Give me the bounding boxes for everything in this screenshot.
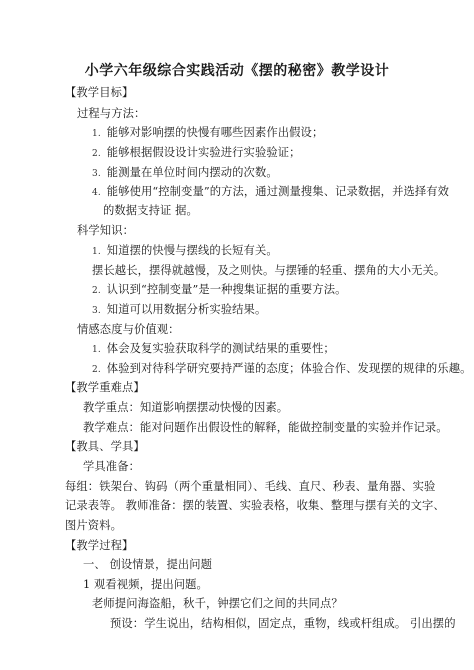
paragraph: 一、 创设情景，提出问题 [83, 558, 213, 571]
paragraph: 记录表等。 教师准备：摆的装置、实验表格，收集、整理与摆有关的文字、 [65, 499, 445, 512]
list-item: 3. 能测量在单位时间内摆动的次数。 [92, 166, 278, 179]
list-item: 2. 能够根据假设设计实验进行实验验证； [92, 146, 301, 159]
list-item: 1. 能够对影响摆的快慢有哪些因素作出假设； [92, 126, 324, 139]
paragraph: 预设：学生说出，结构相似，固定点，重物，线或杆组成。 引出摆的 [110, 617, 456, 630]
section-heading-key-points: 【教学重难点】 [65, 381, 145, 394]
list-item: 3. 知道可以用数据分析实验结果。 [92, 303, 267, 316]
section-heading-objectives: 【教学目标】 [65, 86, 134, 99]
list-item: 2. 体验到对待科学研究要持严谨的态度；体验合作、发现摆的规律的乐趣。 [92, 362, 472, 375]
paragraph: 学具准备： [83, 460, 140, 473]
list-item: 4. 能够使用“控制变量”的方法，通过测量搜集、记录数据，并选择有效 [92, 185, 450, 198]
list-item-continuation: 的数据支持证 据。 [103, 204, 198, 217]
paragraph: 教学难点：能对问题作出假设性的解释，能做控制变量的实验并作记录。 [83, 421, 448, 434]
list-item-continuation: 摆长越长，摆得就越慢，及之则快。与摆锤的轻重、摆角的大小无关。 [92, 264, 446, 277]
paragraph: 教学重点：知道影响摆摆动快慢的因素。 [83, 401, 289, 414]
list-item: 2. 认识到“控制变量”是一种搜集证据的重要方法。 [92, 283, 347, 296]
paragraph: 1 观看视频，提出问题。 [83, 578, 208, 591]
subheading-science-knowledge: 科学知识： [77, 224, 134, 237]
list-item: 1. 体会及复实验获取科学的测试结果的重要性； [92, 342, 335, 355]
paragraph: 老师提问海盗船，秋千，钟摆它们之间的共同点？ [92, 597, 343, 610]
section-heading-materials: 【教具、学具】 [65, 440, 145, 453]
paragraph: 图片资料。 [65, 519, 122, 532]
subheading-attitudes-values: 情感态度与价值观： [77, 323, 180, 336]
paragraph: 每组：铁架台、钩码（两个重量相同）、毛线、直尺、秒表、量角器、实验 [65, 480, 436, 493]
section-heading-process: 【教学过程】 [65, 539, 134, 552]
document-title: 小学六年级综合实践活动《摆的秘密》教学设计 [84, 63, 390, 79]
list-item: 1. 知道摆的快慢与摆线的长短有关。 [92, 244, 278, 257]
subheading-process-methods: 过程与方法： [77, 107, 146, 120]
